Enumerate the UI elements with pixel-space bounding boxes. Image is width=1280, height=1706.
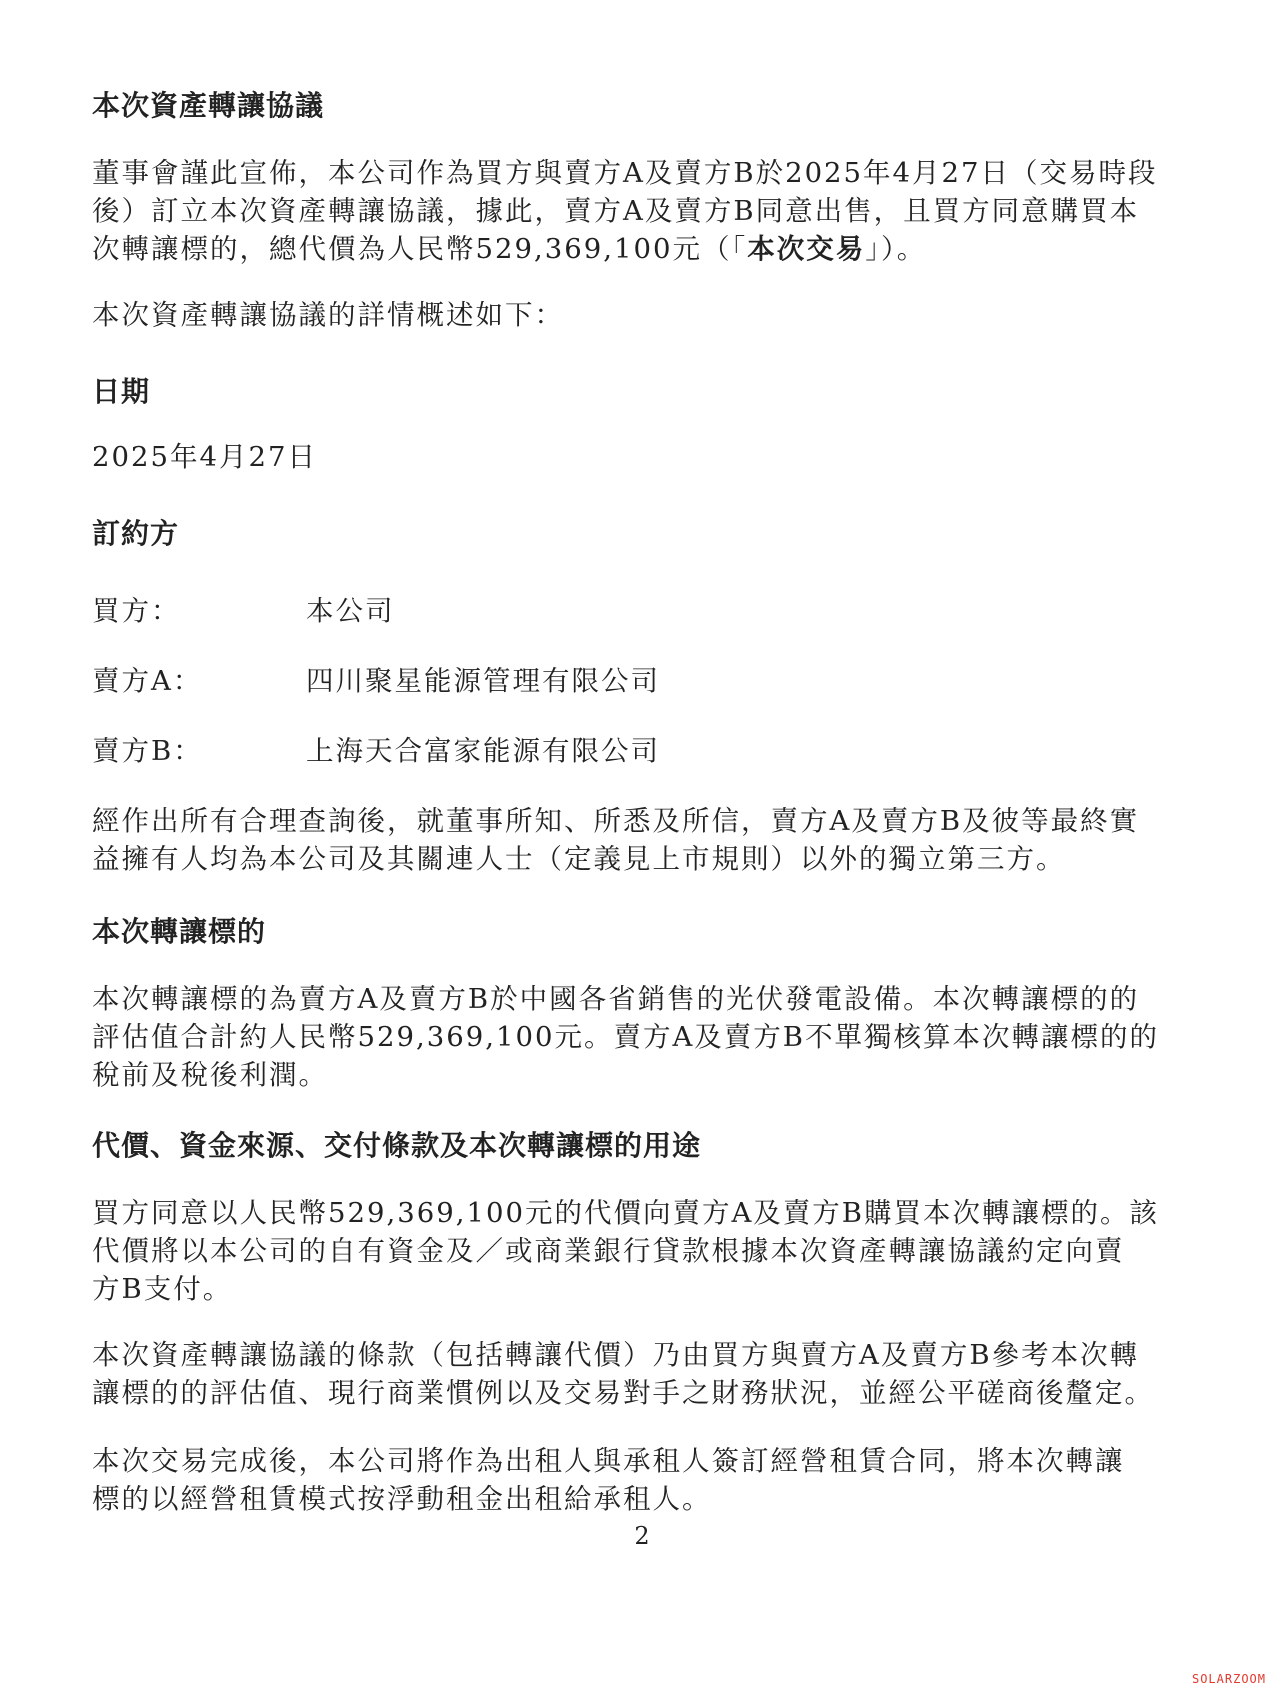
- section-heading-agreement: 本次資產轉讓協議: [92, 89, 325, 122]
- independence-paragraph: [92, 802, 1192, 878]
- paragraph-line: 益擁有人均為本公司及其關連人士（定義見上市規則）以外的獨立第三方。: [92, 843, 1066, 875]
- consideration-paragraph-3: [92, 1442, 1192, 1518]
- section-heading-parties: 訂約方: [92, 517, 180, 550]
- party-label: 賣方B：: [92, 735, 203, 767]
- party-label: 買方：: [92, 595, 181, 627]
- paragraph-line: 後）訂立本次資產轉讓協議，據此，賣方A及賣方B同意出售，且買方同意購買本: [92, 195, 1140, 227]
- section-heading-consideration: 代價、資金來源、交付條款及本次轉讓標的用途: [92, 1129, 702, 1162]
- paragraph-line: 本次資產轉讓協議的條款（包括轉讓代價）乃由買方與賣方A及賣方B參考本次轉: [92, 1339, 1140, 1371]
- paragraph-line: [92, 230, 1192, 268]
- section-heading-date: 日期: [92, 375, 151, 408]
- date-value: [92, 438, 1192, 476]
- paragraph-line: 買方同意以人民幣529,369,100元的代價向賣方A及賣方B購買本次轉讓標的。該: [92, 1197, 1160, 1229]
- paragraph-line: 經作出所有合理查詢後，就董事所知、所悉及所信，賣方A及賣方B及彼等最終實: [92, 805, 1140, 837]
- paragraph-line: 讓標的的評估值、現行商業慣例以及交易對手之財務狀況，並經公平磋商後釐定。: [92, 1377, 1154, 1409]
- paragraph-line: 本次轉讓標的為賣方A及賣方B於中國各省銷售的光伏發電設備。本次轉讓標的的: [92, 983, 1140, 1015]
- party-value: 四川聚星能源管理有限公司: [306, 665, 660, 697]
- paragraph-line: 本次交易完成後，本公司將作為出租人與承租人簽訂經營租賃合同，將本次轉讓: [92, 1445, 1125, 1477]
- paragraph-line: 董事會謹此宣佈，本公司作為買方與賣方A及賣方B於2025年4月27日（交易時段: [92, 157, 1158, 189]
- party-value: 上海天合富家能源有限公司: [306, 735, 660, 767]
- paragraph-line: 代價將以本公司的自有資金及／或商業銀行貸款根據本次資產轉讓協議約定向賣: [92, 1235, 1125, 1267]
- section-heading-subject: 本次轉讓標的: [92, 915, 267, 948]
- subject-paragraph: [92, 980, 1192, 1094]
- agreement-intro-paragraph: [92, 154, 1192, 268]
- paragraph-line: 2025年4月27日: [92, 441, 317, 473]
- watermark-logo: SOLARZOOM: [1191, 1672, 1266, 1686]
- paragraph-line: 稅前及稅後利潤。: [92, 1059, 328, 1091]
- intro-line3-suffix: 」）。: [865, 233, 927, 265]
- consideration-paragraph-2: [92, 1336, 1192, 1412]
- paragraph-line: 本次資產轉讓協議的詳情概述如下：: [92, 299, 564, 331]
- party-value: 本公司: [306, 595, 395, 627]
- party-label: 賣方A：: [92, 665, 203, 697]
- paragraph-line: 標的以經營租賃模式按浮動租金出租給承租人。: [92, 1483, 712, 1515]
- page-number: 2: [634, 1522, 650, 1550]
- consideration-paragraph-1: [92, 1194, 1192, 1308]
- paragraph-line: 評估值合計約人民幣529,369,100元。賣方A及賣方B不單獨核算本次轉讓標的的: [92, 1021, 1160, 1053]
- paragraph-line: 方B支付。: [92, 1273, 233, 1305]
- defined-term-transaction: 本次交易: [747, 233, 866, 265]
- intro-line3-prefix: 次轉讓標的，總代價為人民幣529,369,100元（「: [92, 233, 748, 265]
- agreement-summary-paragraph: [92, 296, 1192, 334]
